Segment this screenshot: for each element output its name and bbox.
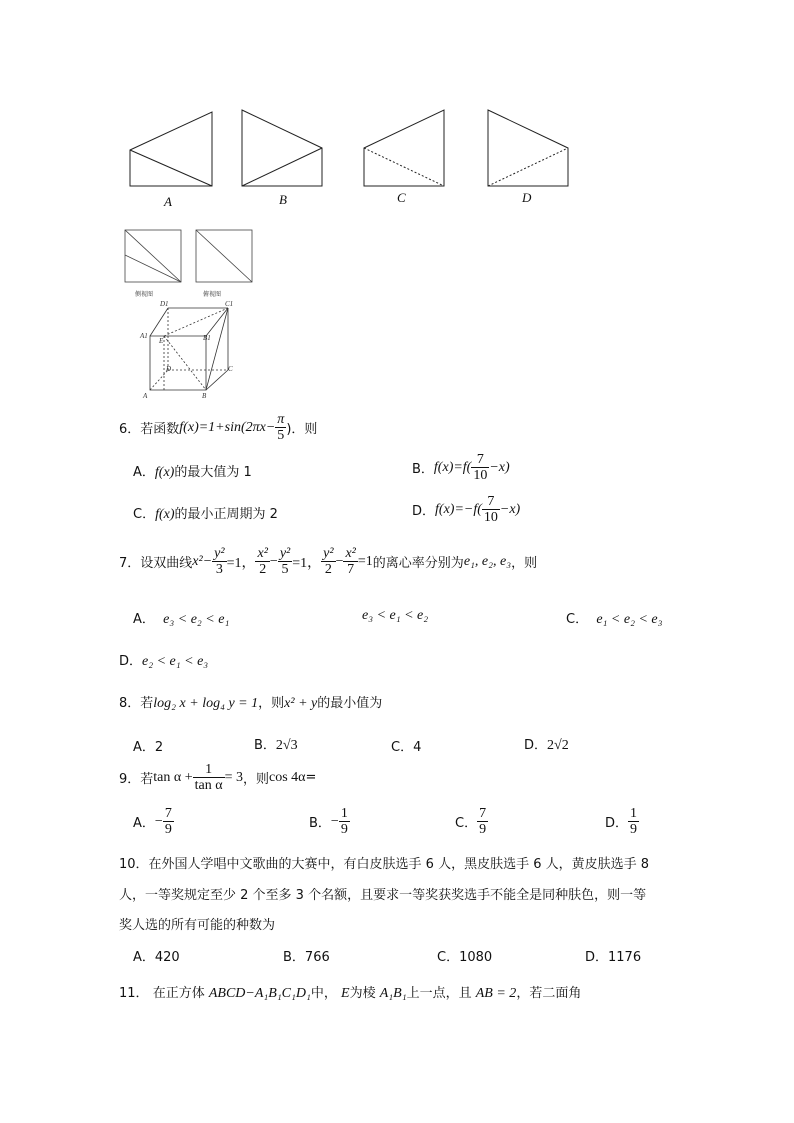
cube-label-a: A xyxy=(143,392,148,400)
q11-stem: 11． 在正方体 ABCD−A₁B₁C₁D₁中， E为棱 A₁B₁上一点，且 AB = 2，若二面角 xyxy=(119,986,582,1001)
q6-stem xyxy=(119,412,317,443)
q6-option-c: C．f(x)的最小正周期为 2 xyxy=(133,507,278,522)
cube-figure xyxy=(138,298,248,404)
q7-option-a: A． e₃ < e₂ < e₁ xyxy=(133,612,230,627)
q7-option-c: C． e₁ < e₂ < e₃ xyxy=(566,612,663,627)
figure-label-b: B xyxy=(279,192,287,207)
side-view xyxy=(125,230,181,282)
q8-option-b: B．2√3 xyxy=(254,738,298,753)
figure-label-d: D xyxy=(522,190,532,205)
q6-fraction: $\frac{\pi}{5}$ xyxy=(277,412,285,443)
cube-label-b1: B1 xyxy=(203,334,211,342)
q9-option-b: B． − $\frac{1}{9}$ xyxy=(309,806,348,837)
q10-option-c: C．1080 xyxy=(437,950,493,965)
q8-option-a: A．2 xyxy=(133,740,164,755)
option-figures xyxy=(120,100,590,220)
q10-option-d: D．1176 xyxy=(585,950,642,965)
q7-option-d: D．e₂ < e₁ < e₃ xyxy=(119,654,209,669)
figure-label-a: A xyxy=(164,194,172,209)
q10-line1: 10．在外国人学唱中文歌曲的大赛中，有白皮肤选手 6 人，黑皮肤选手 6 人，黄皮肤选手 8 xyxy=(119,857,650,872)
q10-option-a: A．420 xyxy=(133,950,180,965)
q8-option-c: C．4 xyxy=(391,740,422,755)
cube-label-a1: A1 xyxy=(140,332,148,340)
q6-number: 6． xyxy=(119,422,141,437)
figure-c xyxy=(364,110,444,186)
cube-label-e: E xyxy=(159,337,164,345)
cube-label-d1: D1 xyxy=(160,300,169,308)
cube-label-b: B xyxy=(202,392,207,400)
cube-label-d: D xyxy=(166,365,172,373)
cube-label-c1: C1 xyxy=(225,300,234,308)
q6-option-d: D． f(x)=−f( $\frac{7}{10}$ −x) xyxy=(412,494,521,525)
top-view xyxy=(196,230,252,282)
q10-line3: 奖人选的所有可能的种数为 xyxy=(119,918,276,933)
q9-option-a: A． − $\frac{7}{9}$ xyxy=(133,806,172,837)
q6-option-a: A．f(x)的最大值为 1 xyxy=(133,465,252,480)
q10-option-b: B．766 xyxy=(283,950,330,965)
q6-suffix: )．则 xyxy=(286,422,318,437)
q8-stem: 8．若log₂ x + log₄ y = 1，则x² + y的最小值为 xyxy=(119,696,383,711)
figure-b xyxy=(242,110,322,186)
three-view-figures xyxy=(120,225,260,287)
figure-d xyxy=(488,110,568,186)
q7-stem: 7． 设双曲线 x²− $\frac{\text{y²}}{3}$ =1， $\frac{\text{x²}}{2}$ − $\frac{\text{y²}}{5}$ =1， $\frac{\text{y²}}{2}$ − $\frac{\text{x²}}{7}$ =1 的离心率分别为 e₁, e₂, e₃ ，则 xyxy=(119,546,538,577)
top-view-label: 俯视图 xyxy=(203,291,222,298)
q6-option-b: B． f(x)=f( $\frac{7}{10}$ −x) xyxy=(412,452,510,483)
cube-label-c: C xyxy=(228,365,233,373)
figure-label-c: C xyxy=(397,190,406,205)
q10-line2: 人，一等奖规定至少 2 个至多 3 个名额，且要求一等奖获奖选手不能全是同种肤色，则一等 xyxy=(119,888,647,903)
q9-option-d: D． $\frac{1}{9}$ xyxy=(605,806,638,837)
q7-option-b: e₃ < e₁ < e₂ xyxy=(362,608,429,623)
q9-option-c: C． $\frac{7}{9}$ xyxy=(455,806,487,837)
figure-a xyxy=(130,112,212,186)
q6-prefix: 若函数 xyxy=(140,422,180,437)
q8-option-d: D．2√2 xyxy=(524,738,569,753)
q9-stem: 9． 若 tan α + $\frac{1}{\text{tan α}}$ = 3 ，则 cos 4α = xyxy=(119,762,317,793)
side-view-label: 侧视图 xyxy=(135,291,154,298)
q6-lhs: f(x)=1+sin(2πx− xyxy=(179,419,276,435)
